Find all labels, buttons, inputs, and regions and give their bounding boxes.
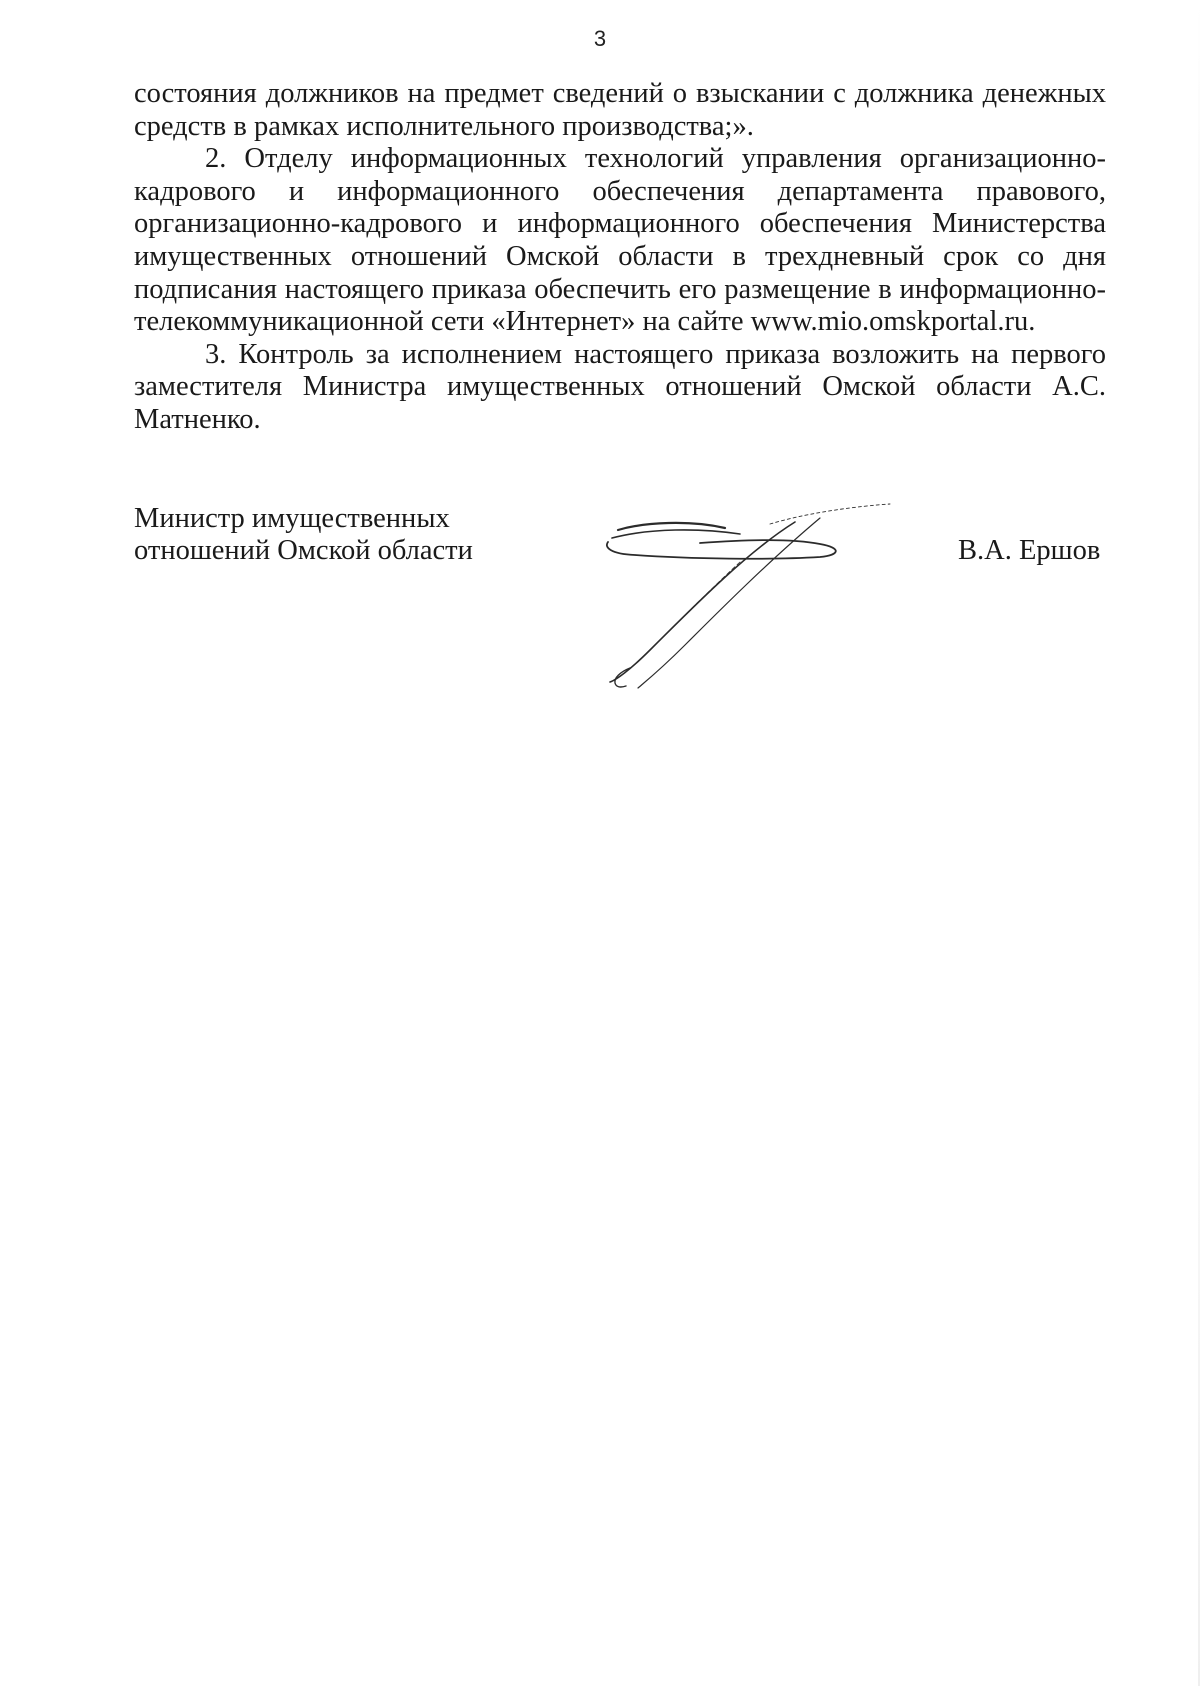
signer-title-line-2: отношений Омской области <box>134 535 473 566</box>
paragraph-continuation: состояния должников на предмет сведений о взыскании с должника денежных средств в рамках исполнительного производства;». <box>134 78 1106 142</box>
document-body <box>134 78 1106 437</box>
signer-name: В.А. Ершов <box>958 535 1101 566</box>
paragraph-item-3: 3. Контроль за исполнением настоящего приказа возложить на первого заместителя Министра имущественных отношений Омской области А.С. Матненко. <box>134 338 1106 435</box>
page-number: 3 <box>593 26 607 51</box>
signer-title <box>134 503 473 567</box>
signer-title-line-1: Министр имущественных <box>134 503 450 534</box>
handwritten-signature <box>590 500 920 690</box>
paragraph-item-2: 2. Отделу информационных технологий управления организационно-кадрового и информационного обеспечения департамента правового, организационно-кадрового и информационного обеспечения Министерства имущественных отношений Омской области в трехдневный срок со дня подписания настоящего приказа обеспечить его размещение в информационно-телекоммуникационной сети «Интернет» на сайте www.mio.omskportal.ru. <box>134 143 1106 338</box>
